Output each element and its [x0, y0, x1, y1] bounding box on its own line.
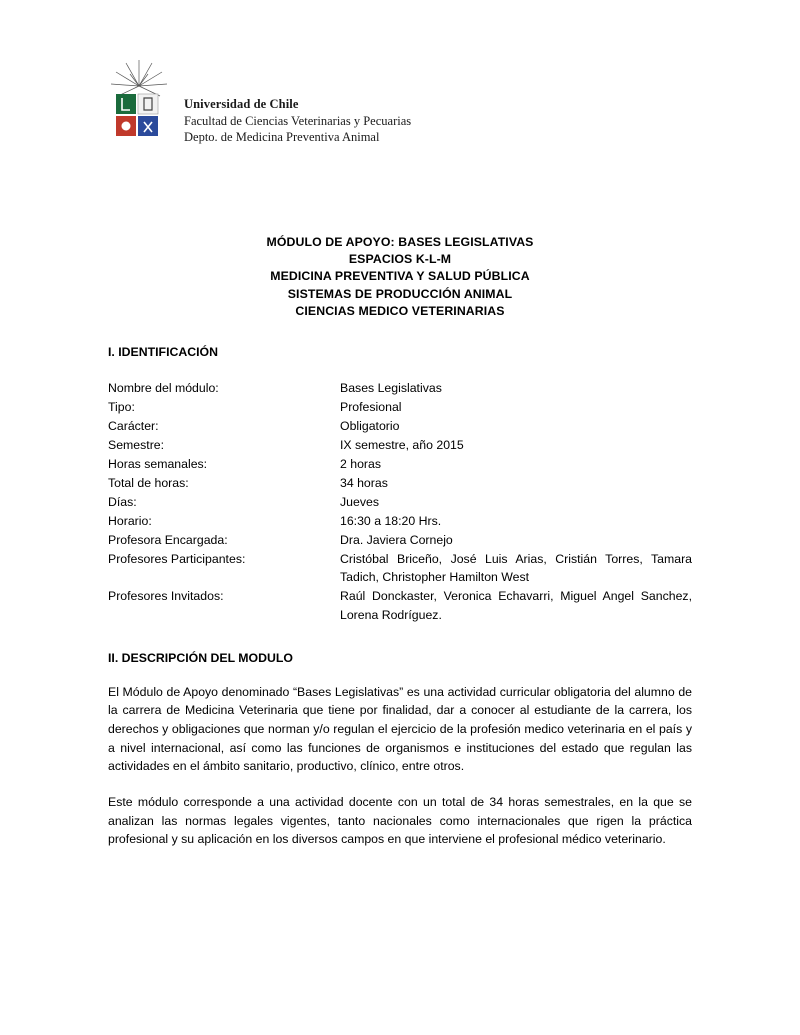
- row-value: Jueves: [340, 495, 379, 510]
- table-row: [108, 436, 692, 455]
- title-line-4: SISTEMAS DE PRODUCCIÓN ANIMAL: [287, 286, 513, 301]
- row-label: Tipo:: [108, 399, 135, 414]
- row-value: Cristóbal Briceño, José Luis Arias, Cristián Torres, Tamara Tadich, Christopher Hamilton West: [340, 552, 692, 585]
- row-value: 34 horas: [340, 476, 388, 491]
- row-value: 2 horas: [340, 457, 382, 472]
- description-paragraph-1: El Módulo de Apoyo denominado “Bases Legislativas” es una actividad curricular obligatoria del alumno de la carrera de Medicina Veterinaria que tiene por finalidad, dar a conocer al estudiante de la carrera, los derechos y obligaciones que norman y/o regulan el ejercicio de la profesión medico veterinaria en el país y a nivel internacional, así como las funciones de organismos e instituciones del estado que regulan las actividades en el ámbito sanitario, productivo, clínico, entre otros.: [108, 684, 692, 774]
- table-row: [108, 531, 692, 550]
- identification-table: [108, 379, 692, 625]
- title-line-1: MÓDULO DE APOYO: BASES LEGISLATIVAS: [266, 234, 534, 249]
- table-row: [108, 417, 692, 436]
- row-label: Nombre del módulo:: [108, 380, 219, 395]
- section-heading-descripcion: II. DESCRIPCIÓN DEL MODULO: [108, 650, 293, 665]
- table-row: [108, 587, 692, 624]
- section-heading-identificacion: I. IDENTIFICACIÓN: [108, 344, 218, 359]
- department-name: Depto. de Medicina Preventiva Animal: [184, 130, 380, 144]
- row-label: Profesores Participantes:: [108, 552, 246, 567]
- row-label: Total de horas:: [108, 476, 189, 491]
- row-label: Semestre:: [108, 437, 165, 452]
- document-title: [108, 234, 692, 321]
- letterhead: [108, 60, 692, 146]
- row-value: Profesional: [340, 399, 402, 414]
- description-paragraph-2: Este módulo corresponde a una actividad docente con un total de 34 horas semestrales, en la que se analizan las normas legales vigentes, tanto nacionales como internacionales que rigen la práctica profesional y su aplicación en los diversos campos en que interviene el profesional médico veterinario.: [108, 795, 692, 847]
- title-line-2: ESPACIOS K-L-M: [348, 251, 452, 266]
- table-row: [108, 493, 692, 512]
- table-row: [108, 474, 692, 493]
- title-line-5: CIENCIAS MEDICO VETERINARIAS: [295, 304, 505, 319]
- document-content: [108, 60, 692, 861]
- row-value: Raúl Donckaster, Veronica Echavarri, Miguel Angel Sanchez, Lorena Rodríguez.: [340, 589, 692, 622]
- table-row: [108, 379, 692, 398]
- faculty-name: Facultad de Ciencias Veterinarias y Pecuarias: [184, 113, 412, 128]
- row-label: Profesora Encargada:: [108, 533, 228, 548]
- university-crest-icon: [108, 60, 170, 142]
- letterhead-text: [184, 60, 411, 146]
- institution-name: Universidad de Chile: [184, 97, 299, 111]
- row-label: Días:: [108, 495, 137, 510]
- row-value: 16:30 a 18:20 Hrs.: [340, 514, 442, 529]
- table-row: [108, 550, 692, 587]
- table-row: [108, 455, 692, 474]
- row-value: IX semestre, año 2015: [340, 437, 464, 452]
- row-value: Bases Legislativas: [340, 380, 442, 395]
- row-label: Carácter:: [108, 418, 159, 433]
- table-row: [108, 398, 692, 417]
- row-value: Dra. Javiera Cornejo: [340, 533, 453, 548]
- row-label: Horas semanales:: [108, 457, 208, 472]
- table-row: [108, 512, 692, 531]
- row-value: Obligatorio: [340, 418, 400, 433]
- title-line-3: MEDICINA PREVENTIVA Y SALUD PÚBLICA: [270, 269, 530, 284]
- row-label: Horario:: [108, 514, 152, 529]
- row-label: Profesores Invitados:: [108, 589, 224, 604]
